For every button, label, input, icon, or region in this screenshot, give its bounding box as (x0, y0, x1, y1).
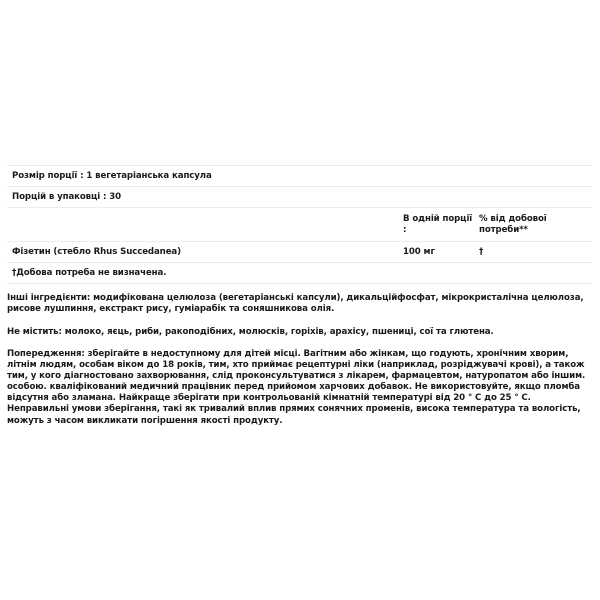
footnote: †Добова потреба не визначена. (12, 268, 167, 278)
does-not-contain (7, 327, 592, 338)
does-not-contain-text: молоко, яєць, риби, ракоподібних, молюсків, горіхів, арахісу, пшениці, сої та глютена. (64, 327, 494, 337)
other-ingredients-text: модифікована целюлоза (вегетаріанські капсули), дикальційфосфат, мікрокристалічна целюлоза, рисове лушпиння, екстракт рису, гуміарабік та соняшникова олія. (7, 293, 584, 315)
other-ingredients (7, 293, 592, 315)
serving-size-row (7, 165, 592, 186)
serving-size: Розмір порції : 1 вегетаріанська капсула (12, 171, 212, 181)
ingredient-amount: 100 мг (403, 247, 435, 257)
footnote-row (7, 262, 592, 284)
warning-label: Попередження: (7, 349, 85, 359)
warning-text: зберігайте в недоступному для дітей місці. Вагітним або жінкам, що годують, хронічним хворим, літнім людям, особам віком до 18 років, тим, хто приймає рецептурні ліки (наприклад, розріджувачі крові), а також тим, у кого діагностовано захворювання, слід проконсультуватися з лікарем, фармацевтом, натуропатом або іншим. особою. кваліфікований медичний працівник перед прийомом харчових добавок. Не використовуйте, якщо пломба відсутня або зламана. Найкраще зберігати при контрольованій кімнатній температурі від 20 ° C до 25 ° C. Неправильні умови зберігання, такі як тривалий вплив прямих сонячних променів, висока температура та вологість, можуть з часом викликати погіршення якості продукту. (7, 349, 586, 426)
warning (7, 349, 592, 427)
column-header-per-serving: В одній порції : (403, 214, 473, 235)
column-header-daily-value: % від добової потреби** (479, 214, 547, 235)
servings-per-container: Порцій в упаковці : 30 (12, 192, 122, 202)
other-ingredients-label: Інші інгредієнти: (7, 293, 91, 303)
does-not-contain-label: Не містить: (7, 327, 62, 337)
table-header-row (7, 207, 592, 241)
supplement-facts-table (7, 165, 592, 284)
table-row (7, 241, 592, 262)
ingredient-daily-value: † (479, 247, 484, 257)
servings-per-container-row (7, 186, 592, 207)
ingredient-name: Фізетин (стебло Rhus Succedanea) (12, 247, 181, 257)
